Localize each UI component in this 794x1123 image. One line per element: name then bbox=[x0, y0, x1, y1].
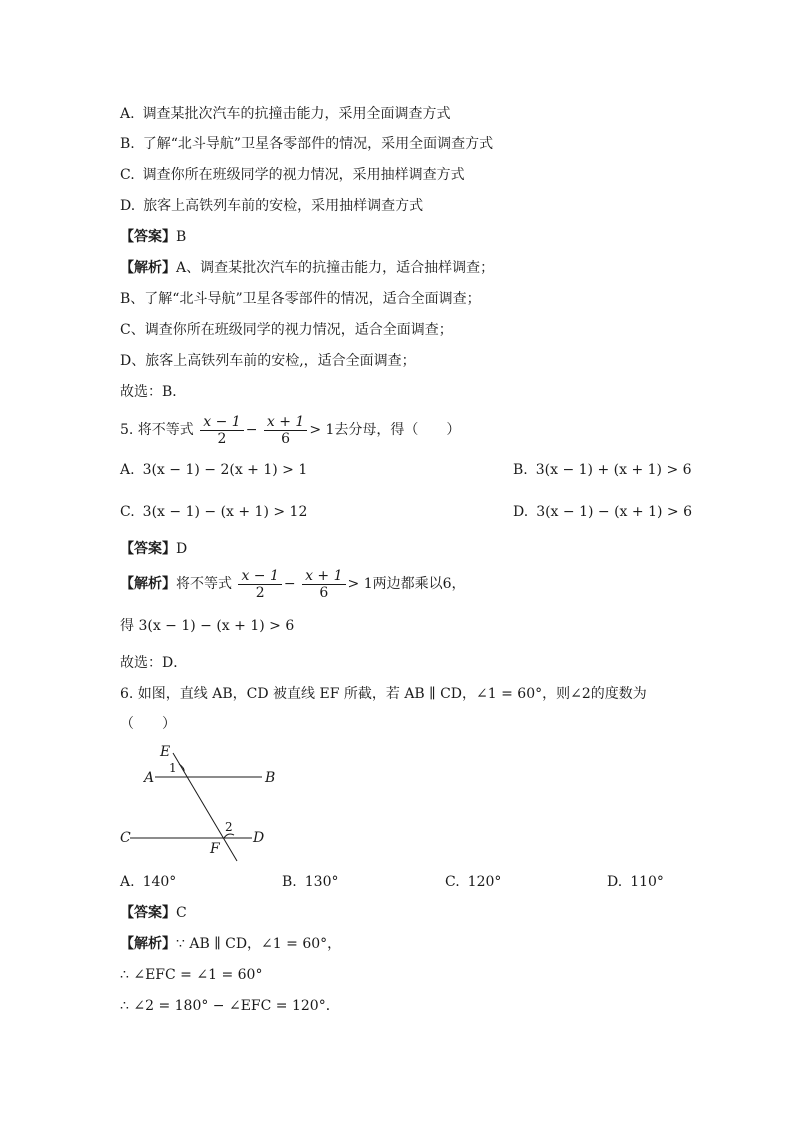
option-text: 3(x − 1) − 2(x + 1) > 1 bbox=[142, 462, 308, 478]
option-letter: C. bbox=[445, 874, 460, 890]
option-text: 140° bbox=[142, 874, 177, 890]
label-angle-2: 2 bbox=[225, 820, 233, 834]
q4-analysis-line-2: B、了解“北斗导航”卫星各零部件的情况，适合全面调查； bbox=[120, 291, 481, 307]
fraction-1-denominator: 2 bbox=[255, 584, 265, 601]
option-text: 调查某批次汽车的抗撞击能力，采用全面调查方式 bbox=[142, 106, 451, 122]
q5-prefix: 5. 将不等式 bbox=[120, 422, 194, 438]
minus-sign: − bbox=[245, 422, 258, 438]
option-text: 110° bbox=[630, 874, 664, 890]
fraction-2-denominator: 6 bbox=[319, 584, 329, 601]
label-d: D bbox=[253, 830, 265, 846]
minus-sign: − bbox=[283, 576, 296, 592]
line-ef bbox=[173, 753, 237, 861]
label-b: B bbox=[265, 770, 276, 786]
label-angle-1: 1 bbox=[169, 761, 177, 775]
q5-option-b bbox=[513, 460, 692, 480]
option-text: 3(x − 1) − (x + 1) > 6 bbox=[536, 504, 692, 520]
fraction-2-denominator: 6 bbox=[281, 430, 291, 447]
analysis-prefix: 将不等式 bbox=[176, 576, 232, 592]
q4-option-c bbox=[120, 165, 465, 185]
option-text: 120° bbox=[467, 874, 502, 890]
option-letter: A. bbox=[120, 874, 135, 890]
option-text: 了解“北斗导航”卫星各零部件的情况，采用全面调查方式 bbox=[142, 136, 494, 152]
analysis-text: A、调查某批次汽车的抗撞击能力，适合抽样调查； bbox=[176, 260, 495, 276]
q4-analysis-line-4: D、旅客上高铁列车前的安检,，适合全面调查； bbox=[120, 353, 416, 369]
q5-stem bbox=[120, 410, 460, 450]
angle-2-arc bbox=[224, 834, 234, 838]
q5-option-c bbox=[120, 502, 307, 522]
analysis-text: ∵ AB ∥ CD，∠1 = 60°， bbox=[176, 936, 342, 952]
analysis-label: 【解析】 bbox=[120, 260, 176, 276]
q5-answer bbox=[120, 539, 187, 559]
fraction-1 bbox=[238, 568, 281, 601]
q6-analysis-line-3: ∴ ∠2 = 180° − ∠EFC = 120°． bbox=[120, 998, 340, 1014]
q5-conclusion: 故选：D． bbox=[120, 655, 188, 671]
option-text: 旅客上高铁列车前的安检，采用抽样调查方式 bbox=[143, 198, 424, 214]
q4-option-b bbox=[120, 134, 493, 154]
label-c: C bbox=[120, 830, 131, 846]
analysis-label: 【解析】 bbox=[120, 576, 176, 592]
q4-analysis-line-3: C、调查你所在班级同学的视力情况，适合全面调查； bbox=[120, 322, 453, 338]
q5-analysis bbox=[120, 564, 466, 604]
q4-conclusion: 故选：B． bbox=[120, 384, 187, 400]
option-letter: B. bbox=[282, 874, 297, 890]
option-letter: C. bbox=[120, 167, 135, 183]
label-a: A bbox=[144, 770, 155, 786]
q6-analysis-line-2: ∴ ∠EFC = ∠1 = 60° bbox=[120, 967, 263, 983]
answer-value: D bbox=[176, 541, 188, 557]
option-letter: D. bbox=[607, 874, 623, 890]
option-letter: D. bbox=[513, 504, 529, 520]
q6-stem-line-2: （ ） bbox=[120, 716, 176, 732]
answer-label: 【答案】 bbox=[120, 541, 176, 557]
option-text: 130° bbox=[304, 874, 339, 890]
q5-option-a bbox=[120, 460, 307, 480]
option-letter: A. bbox=[120, 106, 135, 122]
fraction-2 bbox=[264, 414, 307, 447]
option-letter: B. bbox=[120, 136, 135, 152]
fraction-1-numerator: x − 1 bbox=[200, 414, 243, 431]
option-letter: D. bbox=[120, 198, 136, 214]
option-text: 3(x − 1) − (x + 1) > 12 bbox=[142, 504, 308, 520]
q4-analysis-line-1 bbox=[120, 258, 494, 278]
fraction-1-denominator: 2 bbox=[217, 430, 227, 447]
answer-value: B bbox=[176, 229, 187, 245]
q5-option-d bbox=[513, 502, 692, 522]
q6-option-c bbox=[445, 872, 501, 892]
q6-option-b bbox=[282, 872, 338, 892]
q6-option-a bbox=[120, 872, 176, 892]
label-f: F bbox=[210, 841, 220, 857]
q4-option-d bbox=[120, 196, 423, 216]
q6-stem-line-1: 6. 如图，直线 AB，CD 被直线 EF 所截，若 AB ∥ CD，∠1 = 60°，则∠2的度数为 bbox=[120, 686, 647, 702]
fraction-2-numerator: x + 1 bbox=[302, 568, 345, 585]
parallel-lines-figure bbox=[110, 738, 280, 868]
q5-step: 得 3(x − 1) − (x + 1) > 6 bbox=[120, 618, 295, 634]
analysis-suffix: > 1两边都乘以6， bbox=[347, 576, 466, 592]
analysis-label: 【解析】 bbox=[120, 936, 176, 952]
q4-answer bbox=[120, 227, 186, 247]
q5-suffix: > 1去分母，得（ ） bbox=[309, 422, 461, 438]
answer-value: C bbox=[176, 905, 187, 921]
q4-option-a bbox=[120, 104, 451, 124]
answer-label: 【答案】 bbox=[120, 905, 176, 921]
answer-label: 【答案】 bbox=[120, 229, 176, 245]
q6-option-d bbox=[607, 872, 664, 892]
option-text: 3(x − 1) + (x + 1) > 6 bbox=[535, 462, 692, 478]
fraction-2 bbox=[302, 568, 345, 601]
option-letter: B. bbox=[513, 462, 528, 478]
option-text: 调查你所在班级同学的视力情况，采用抽样调查方式 bbox=[142, 167, 465, 183]
label-e: E bbox=[160, 744, 171, 760]
q6-answer bbox=[120, 903, 187, 923]
fraction-1 bbox=[200, 414, 243, 447]
q6-analysis-line-1 bbox=[120, 934, 341, 954]
fraction-2-numerator: x + 1 bbox=[264, 414, 307, 431]
option-letter: A. bbox=[120, 462, 135, 478]
option-letter: C. bbox=[120, 504, 135, 520]
fraction-1-numerator: x − 1 bbox=[238, 568, 281, 585]
